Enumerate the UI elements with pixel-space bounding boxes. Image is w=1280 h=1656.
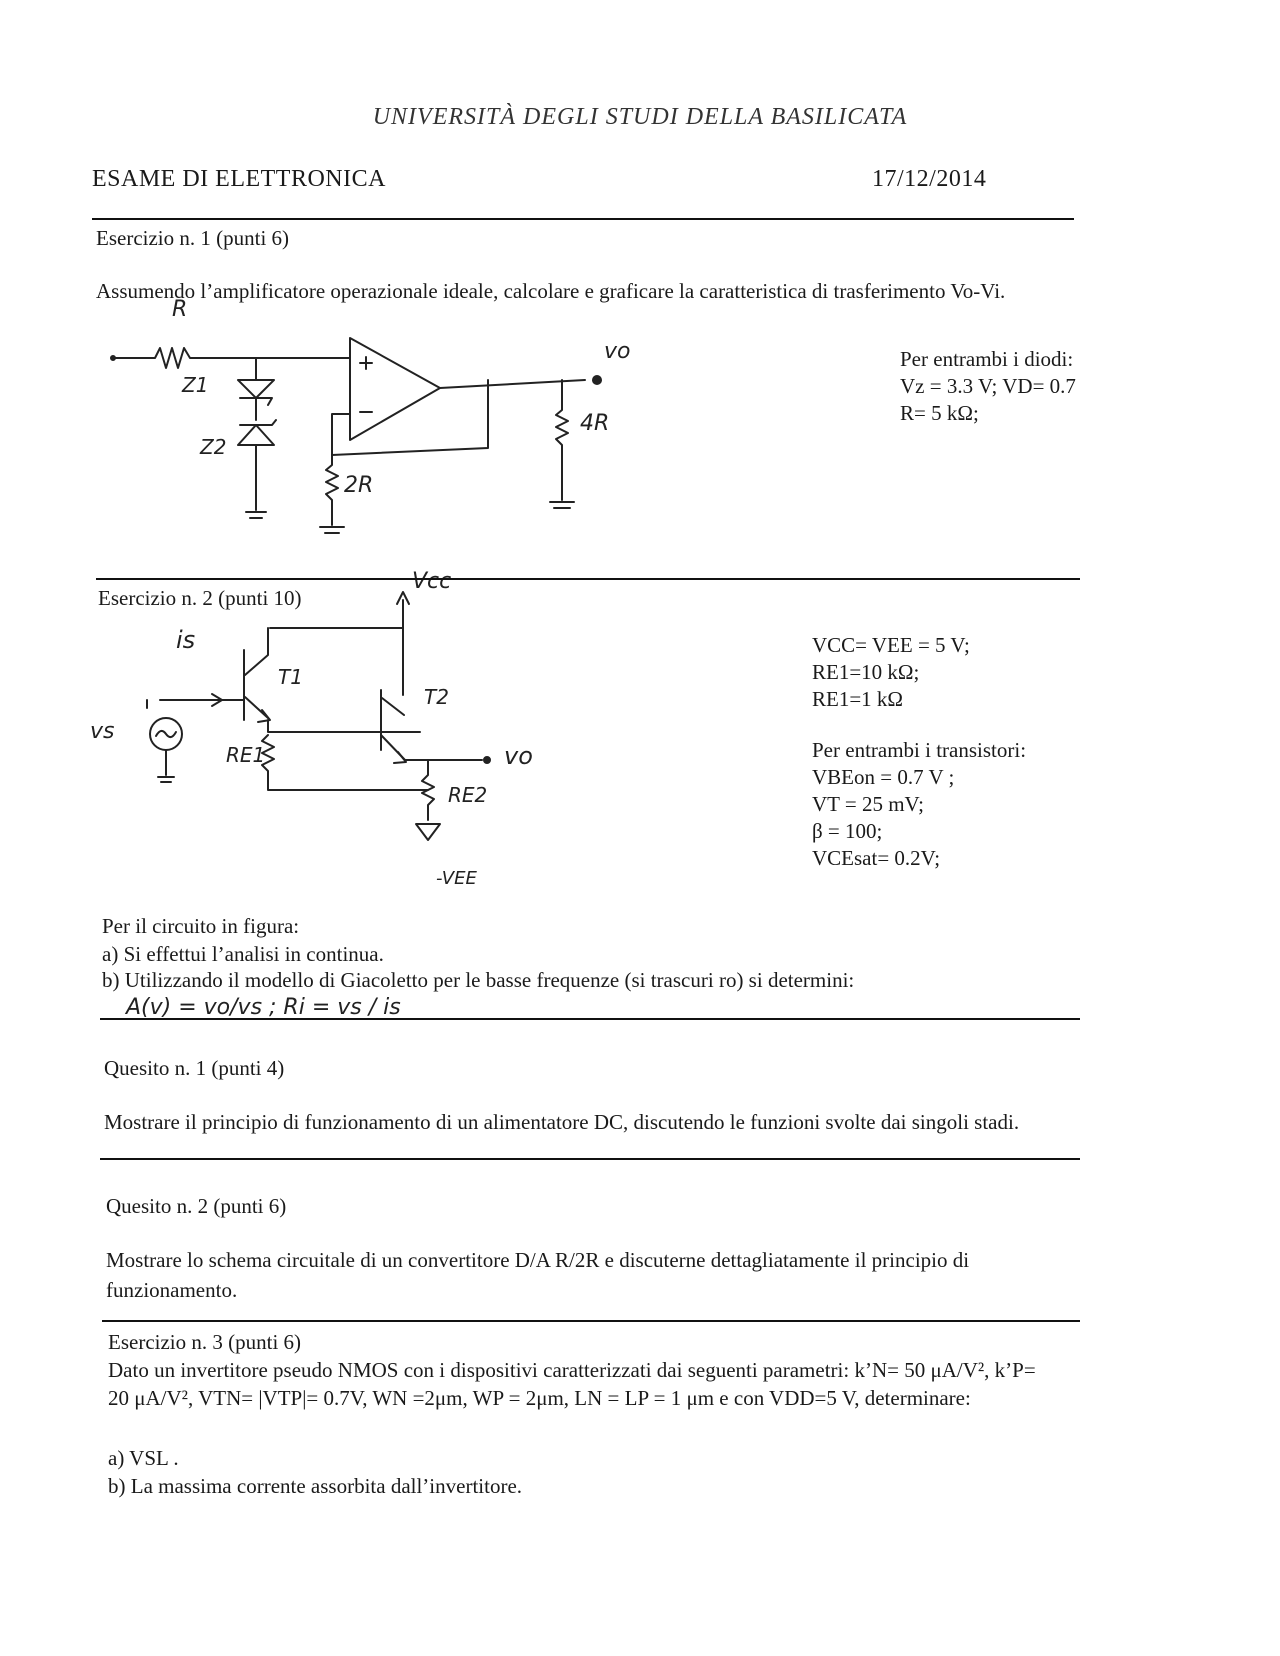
label-vee: -VEE: [436, 868, 477, 889]
es2-handwritten-formula: A(v) = vo/vs ; Ri = vs / is: [126, 995, 401, 1020]
es2-intro: Per il circuito in figura:: [102, 914, 300, 938]
circuit2-schematic: [147, 592, 482, 840]
circuit1-schematic: [113, 338, 585, 533]
exam-title: ESAME DI ELETTRONICA: [92, 166, 386, 192]
param: Vz = 3.3 V; VD= 0.7: [900, 374, 1076, 398]
param: RE1=10 kΩ;: [812, 660, 920, 684]
q2-text-line1: Mostrare lo schema circuitale di un convertitore D/A R/2R e discuterne dettagliatamente il principio di: [106, 1248, 970, 1272]
q2-text-line2: funzionamento.: [106, 1278, 238, 1302]
es3-line2: 20 μA/V², VTN= |VTP|= 0.7V, WN =2μm, WP = 2μm, LN = LP = 1 μm e con VDD=5 V, determinare:: [108, 1386, 971, 1410]
university-title: UNIVERSITÀ DEGLI STUDI DELLA BASILICATA: [372, 104, 908, 130]
es3-line1: Dato un invertitore pseudo NMOS con i dispositivi caratterizzati dai seguenti parametri: k’N= 50 μA/V², k’P=: [108, 1358, 1036, 1382]
label-4r: 4R: [580, 411, 610, 436]
param: β = 100;: [812, 819, 883, 843]
q2-title: Quesito n. 2 (punti 6): [106, 1194, 287, 1218]
es3-item-b: b) La massima corrente assorbita dall’invertitore.: [108, 1474, 523, 1498]
label-2r: 2R: [344, 473, 374, 498]
q1-text: Mostrare il principio di funzionamento di un alimentatore DC, discutendo le funzioni svolte dai singoli stadi.: [104, 1110, 1020, 1134]
divider: [100, 1158, 1080, 1160]
divider: [102, 1320, 1080, 1322]
es2-params: [812, 632, 1026, 872]
es1-title: Esercizio n. 1 (punti 6): [96, 226, 290, 250]
label-r: R: [172, 297, 188, 322]
label-vo2: vo: [504, 742, 533, 770]
es1-text: Assumendo l’amplificatore operazionale ideale, calcolare e graficare la caratteristica di trasferimento Vo-Vi.: [96, 279, 1006, 303]
label-t1: T1: [278, 665, 303, 689]
es1-params: [900, 346, 1076, 427]
label-is: is: [176, 626, 196, 654]
param: Per entrambi i transistori:: [812, 738, 1027, 762]
param: VT = 25 mV;: [812, 792, 924, 816]
param-spacer: [812, 713, 1026, 737]
label-vs: vs: [90, 719, 115, 744]
label-z1: Z1: [182, 373, 209, 397]
label-vcc: Vcc: [412, 569, 452, 594]
param: VCEsat= 0.2V;: [812, 846, 941, 870]
es3-item-a: a) VSL .: [108, 1446, 179, 1470]
param: R= 5 kΩ;: [900, 401, 979, 425]
param: VCC= VEE = 5 V;: [812, 633, 970, 657]
exam-date: 17/12/2014: [872, 166, 987, 192]
q1-title: Quesito n. 1 (punti 4): [104, 1056, 285, 1080]
divider: [100, 1018, 1080, 1020]
es2-item-b: b) Utilizzando il modello di Giacoletto per le basse frequenze (si trascuri ro) si determini:: [102, 968, 855, 992]
label-z2: Z2: [200, 435, 227, 459]
label-t2: T2: [424, 685, 449, 709]
es2-title: Esercizio n. 2 (punti 10): [98, 586, 302, 610]
divider: [96, 578, 1080, 580]
label-vo1: vo: [604, 339, 631, 364]
param: VBEon = 0.7 V ;: [812, 765, 955, 789]
label-re1: RE1: [226, 743, 266, 767]
es2-item-a: a) Si effettui l’analisi in continua.: [102, 942, 384, 966]
param: Per entrambi i diodi:: [900, 347, 1074, 371]
label-re2: RE2: [448, 783, 488, 807]
es3-title: Esercizio n. 3 (punti 6): [108, 1330, 302, 1354]
param: RE1=1 kΩ: [812, 687, 904, 711]
